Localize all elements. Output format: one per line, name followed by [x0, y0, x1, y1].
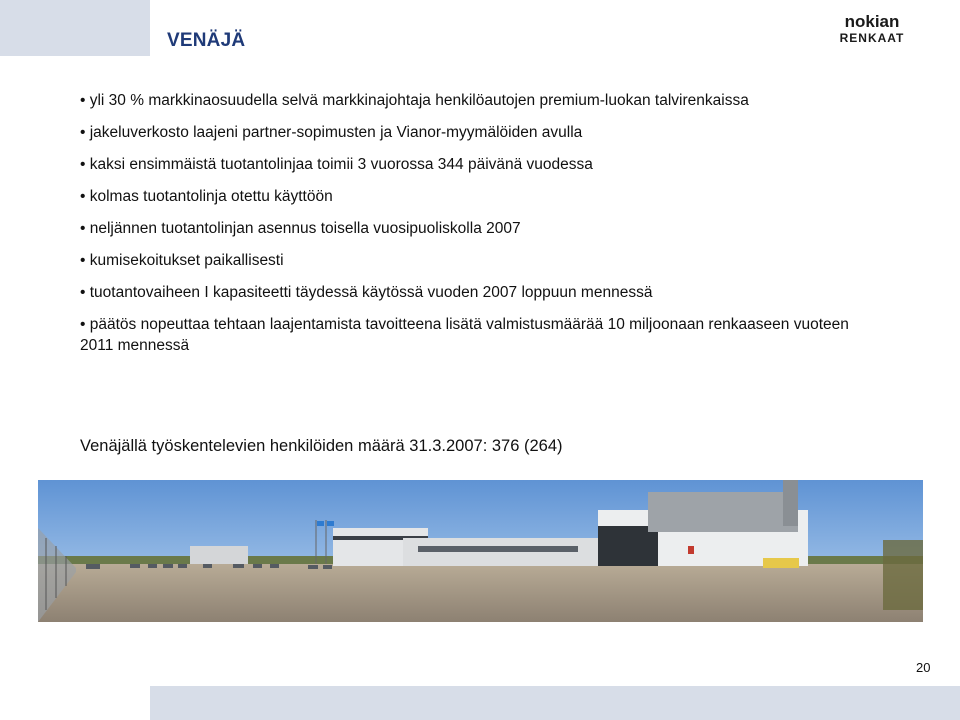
page-number: 20 [916, 660, 931, 675]
footer-band [150, 686, 960, 720]
red-accent [688, 546, 694, 554]
bullet-list [80, 90, 850, 367]
bullet-item: • yli 30 % markkinaosuudella selvä markkinajohtaja henkilöautojen premium-luokan talvirenkaissa [80, 90, 850, 111]
stack [783, 480, 798, 526]
nokian-renkaat-logo [818, 12, 926, 44]
employee-count-text: Venäjällä työskentelevien henkilöiden määrä 31.3.2007: 376 (264) [80, 437, 563, 455]
parking-lot [38, 564, 923, 622]
tall-plant [648, 492, 798, 532]
factory-photo [38, 480, 923, 622]
bullet-item: • kaksi ensimmäistä tuotantolinjaa toimii 3 vuorossa 344 päivänä vuodessa [80, 154, 850, 175]
corner-decoration [0, 0, 150, 56]
warehouse-windows [418, 546, 578, 552]
small-building [190, 546, 248, 564]
bullet-item: • kolmas tuotantolinja otettu käyttöön [80, 186, 850, 207]
logo-line1: nokian [844, 12, 900, 31]
slide-title: VENÄJÄ [167, 30, 246, 51]
yellow-containers [763, 558, 799, 568]
bullet-item: • neljännen tuotantolinjan asennus toisella vuosipuoliskolla 2007 [80, 218, 850, 239]
bullet-item: • tuotantovaiheen I kapasiteetti täydessä käytössä vuoden 2007 loppuun mennessä [80, 282, 850, 303]
bullet-item: • jakeluverkosto laajeni partner-sopimusten ja Vianor-myymälöiden avulla [80, 122, 850, 143]
trees-right [883, 540, 923, 610]
bullet-item: • päätös nopeuttaa tehtaan laajentamista tavoitteena lisätä valmistusmäärää 10 miljoonaan renkaaseen vuoteen 2011 mennessä [80, 314, 850, 356]
bullet-item: • kumisekoitukset paikallisesti [80, 250, 850, 271]
logo-line2: RENKAAT [839, 31, 905, 44]
